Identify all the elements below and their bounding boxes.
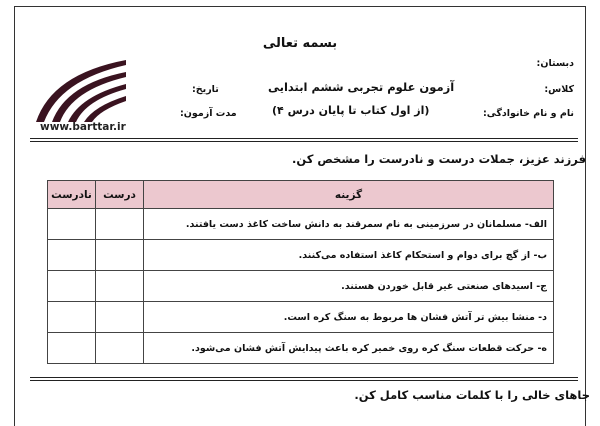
true-answer-cell[interactable] xyxy=(96,240,144,271)
header-divider xyxy=(30,138,578,139)
header-divider-inner xyxy=(30,141,578,142)
true-answer-cell[interactable] xyxy=(96,209,144,240)
student-name-label: نام و نام خانوادگی: xyxy=(482,108,574,119)
statement-cell: الف- مسلمانان در سرزمینی به نام سمرقند به دانش ساخت کاغذ دست یافتند. xyxy=(144,209,554,240)
section-divider-inner xyxy=(30,380,578,381)
false-answer-cell[interactable] xyxy=(48,240,96,271)
instruction-text: فرزند عزیز، جملات درست و نادرست را مشخص کن. xyxy=(292,152,586,166)
class-label: کلاس: xyxy=(544,84,574,95)
barttar-logo xyxy=(22,52,132,122)
table-header-row xyxy=(48,181,554,209)
false-answer-cell[interactable] xyxy=(48,333,96,364)
table-row xyxy=(48,271,554,302)
col-header-false: نادرست xyxy=(48,181,96,209)
date-label: تاریخ: xyxy=(192,84,219,95)
page-title: بسمه تعالی xyxy=(262,36,338,51)
table-row xyxy=(48,302,554,333)
col-header-statement: گزینه xyxy=(144,181,554,209)
col-header-true: درست xyxy=(96,181,144,209)
table-row xyxy=(48,333,554,364)
exam-title: آزمون علوم تجربی ششم ابتدایی xyxy=(268,80,455,94)
website-url: www.barttar.ir xyxy=(40,121,126,133)
statement-cell: د- منشا بیش تر آتش فشان ها مربوط به سنگ کره است. xyxy=(144,302,554,333)
exam-subtitle: (از اول کتاب تا پایان درس ۴) xyxy=(272,104,430,117)
statement-cell: ب- از گچ برای دوام و استحکام کاغذ استفاده می‌کنند. xyxy=(144,240,554,271)
table-row xyxy=(48,240,554,271)
true-answer-cell[interactable] xyxy=(96,333,144,364)
true-false-table xyxy=(47,180,554,364)
school-label: دبستان: xyxy=(536,58,574,69)
section-divider xyxy=(30,377,578,378)
true-answer-cell[interactable] xyxy=(96,271,144,302)
false-answer-cell[interactable] xyxy=(48,209,96,240)
duration-label: مدت آزمون: xyxy=(180,108,237,119)
statement-cell: ج- اسیدهای صنعتی غیر قابل خوردن هستند. xyxy=(144,271,554,302)
table-row xyxy=(48,209,554,240)
statement-cell: ه- حرکت قطعات سنگ کره روی خمیر کره باعث پیدایش آتش فشان می‌شود. xyxy=(144,333,554,364)
true-answer-cell[interactable] xyxy=(96,302,144,333)
false-answer-cell[interactable] xyxy=(48,271,96,302)
next-section-instruction: جاهای خالی را با کلمات مناسب کامل کن. xyxy=(354,388,590,402)
false-answer-cell[interactable] xyxy=(48,302,96,333)
